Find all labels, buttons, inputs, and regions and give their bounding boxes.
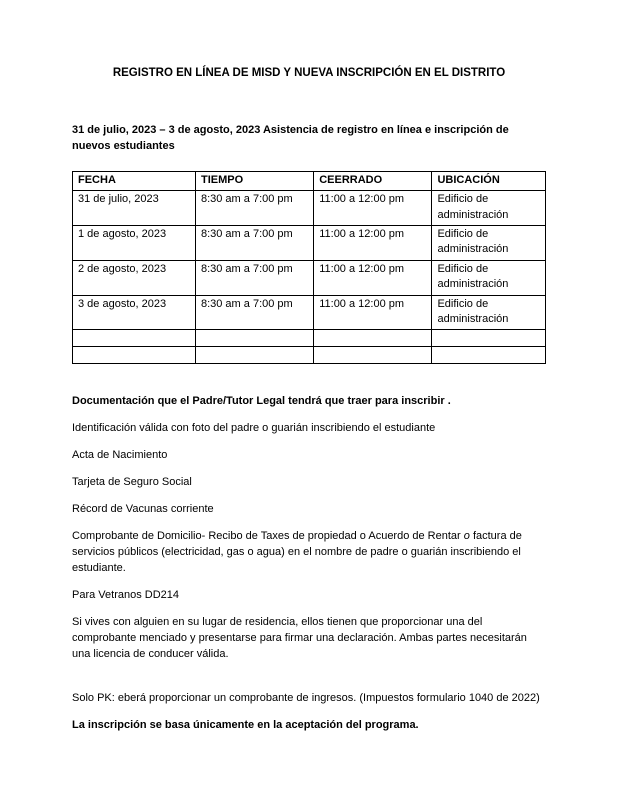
table-cell-empty: [314, 347, 432, 364]
item-tarjeta-seguro: Tarjeta de Seguro Social: [72, 476, 192, 489]
paragraph-solo-pk: Solo PK: eberá proporcionar un comprobante de ingresos. (Impuestos formulario 1040 de 2022): [72, 691, 540, 704]
table-cell-cerrado: 11:00 a 12:00 pm: [314, 295, 432, 330]
item-record-vacunas: Récord de Vacunas corriente: [72, 503, 214, 516]
table-cell-ubicacion: Edificio de administración: [432, 191, 546, 226]
table-cell-empty: [73, 347, 196, 364]
table-row: [73, 295, 546, 330]
document-title: REGISTRO EN LÍNEA DE MISD Y NUEVA INSCRIPCIÓN EN EL DISTRITO: [112, 67, 506, 79]
table-cell-tiempo: 8:30 am a 7:00 pm: [195, 191, 313, 226]
table-row: [73, 191, 546, 226]
table-cell-empty: [73, 330, 196, 347]
domicilio-text-italic: o: [463, 530, 470, 543]
table-cell-empty: [195, 347, 313, 364]
domicilio-text-part1: Comprobante de Domicilio- Recibo de Taxes de propiedad o Acuerdo de Rentar: [72, 530, 464, 543]
item-comprobante-domicilio: [72, 529, 546, 577]
table-row: [73, 225, 546, 260]
final-note: La inscripción se basa únicamente en la aceptación del programa.: [72, 718, 419, 731]
table-cell-empty: [432, 330, 546, 347]
item-acta-nacimiento: Acta de Nacimiento: [72, 449, 168, 462]
table-header-ubicacion: UBICACIÓN: [432, 171, 546, 190]
table-cell-empty: [195, 330, 313, 347]
table-cell-fecha: 2 de agosto, 2023: [73, 260, 196, 295]
schedule-table: [72, 171, 546, 365]
table-header-row: [73, 171, 546, 190]
paragraph-residencia: Si vives con alguien en su lugar de residencia, ellos tienen que proporcionar una del comprobante menciado y presentarse para firmar una declaración. Ambas partes necesitarán una licencia de conducer válida.: [72, 615, 527, 660]
table-cell-cerrado: 11:00 a 12:00 pm: [314, 191, 432, 226]
table-cell-ubicacion: Edificio de administración: [432, 295, 546, 330]
table-cell-fecha: 3 de agosto, 2023: [73, 295, 196, 330]
domicilio-text-part2: factura de servicios públicos (electricidad, gas o agua) en el nombre de padre o guarián inscribiendo el estudiante.: [72, 530, 522, 574]
table-cell-cerrado: 11:00 a 12:00 pm: [314, 225, 432, 260]
table-header-tiempo: TIEMPO: [195, 171, 313, 190]
table-cell-fecha: 31 de julio, 2023: [73, 191, 196, 226]
table-header-fecha: FECHA: [73, 171, 196, 190]
table-cell-ubicacion: Edificio de administración: [432, 225, 546, 260]
table-cell-cerrado: 11:00 a 12:00 pm: [314, 260, 432, 295]
table-row-empty: [73, 347, 546, 364]
item-identificacion: Identificación válida con foto del padre o guarián inscribiendo el estudiante: [72, 422, 436, 435]
table-cell-tiempo: 8:30 am a 7:00 pm: [195, 260, 313, 295]
intro-paragraph: 31 de julio, 2023 – 3 de agosto, 2023 Asistencia de registro en línea e inscripción de nuevos estudiantes: [72, 123, 509, 152]
table-cell-empty: [314, 330, 432, 347]
table-cell-ubicacion: Edificio de administración: [432, 260, 546, 295]
table-cell-tiempo: 8:30 am a 7:00 pm: [195, 295, 313, 330]
item-veteranos: Para Vetranos DD214: [72, 588, 180, 601]
table-row-empty: [73, 330, 546, 347]
documents-heading: Documentación que el Padre/Tutor Legal tendrá que traer para inscribir .: [72, 395, 451, 408]
table-cell-fecha: 1 de agosto, 2023: [73, 225, 196, 260]
table-cell-tiempo: 8:30 am a 7:00 pm: [195, 225, 313, 260]
table-cell-empty: [432, 347, 546, 364]
table-header-cerrado: CEERRADO: [314, 171, 432, 190]
table-row: [73, 260, 546, 295]
